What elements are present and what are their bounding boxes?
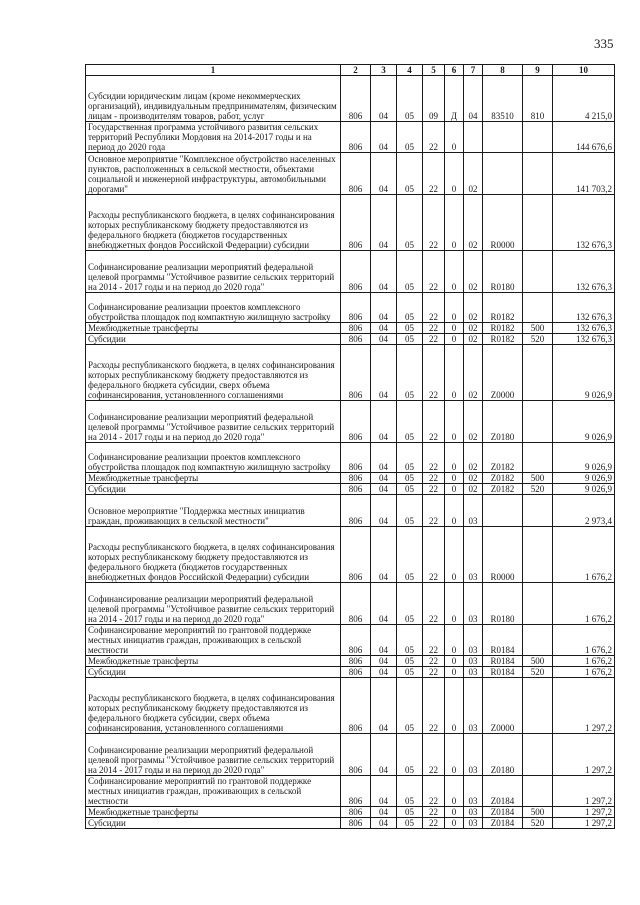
expense-type-code (523, 251, 553, 293)
table-row (86, 807, 615, 818)
table-row (86, 251, 615, 293)
table-row (86, 443, 615, 473)
target-article-code: Z0182 (483, 484, 523, 495)
section-code: 04 (371, 122, 397, 153)
target-article-code: R0180 (483, 251, 523, 293)
ministry-code: 806 (341, 153, 371, 195)
amount: 1 676,2 (553, 625, 615, 656)
subprogram-code: 0 (445, 484, 464, 495)
column-header: 1 (86, 65, 341, 76)
subsection-code: 05 (397, 473, 423, 484)
column-header: 5 (423, 65, 445, 76)
row-description: Основное мероприятие "Комплексное обустройство населенных пунктов, расположенных в сельской местности, объектами социальной и инженерной инфраструктуры, автомобильными дорогами" (86, 153, 341, 195)
table-row (86, 678, 615, 734)
section-code: 04 (371, 345, 397, 401)
amount: 1 676,2 (553, 656, 615, 667)
target-article-code: R0000 (483, 195, 523, 251)
amount: 1 297,2 (553, 678, 615, 734)
subsection-code: 05 (397, 656, 423, 667)
row-description: Расходы республиканского бюджета, в целях софинансирования которых республиканскому бюджету предоставляются из федерального бюджета субсидии, сверх объема софинансирования, установленного соглашениями (86, 345, 341, 401)
subprogram-code: 0 (445, 656, 464, 667)
amount: 1 676,2 (553, 667, 615, 678)
amount: 9 026,9 (553, 443, 615, 473)
subsection-code: 05 (397, 345, 423, 401)
expense-type-code: 520 (523, 818, 553, 829)
row-description: Межбюджетные трансферты (86, 323, 341, 334)
target-article-code: R0180 (483, 583, 523, 625)
row-description: Межбюджетные трансферты (86, 807, 341, 818)
subprogram-code: Д (445, 76, 464, 122)
column-header: 4 (397, 65, 423, 76)
table-row (86, 76, 615, 122)
target-article-code: Z0000 (483, 345, 523, 401)
table-row (86, 122, 615, 153)
column-header: 6 (445, 65, 464, 76)
subprogram-code: 0 (445, 667, 464, 678)
expense-type-code (523, 195, 553, 251)
program-code: 22 (423, 807, 445, 818)
amount: 2 973,4 (553, 495, 615, 527)
row-description: Софинансирование реализации мероприятий федеральной целевой программы "Устойчивое развитие сельских территорий на 2014 - 2017 годы и на период до 2020 года" (86, 401, 341, 443)
table-row (86, 293, 615, 323)
subprogram-code: 0 (445, 195, 464, 251)
amount: 9 026,9 (553, 345, 615, 401)
activity-code: 02 (464, 293, 483, 323)
ministry-code: 806 (341, 734, 371, 776)
table-row (86, 495, 615, 527)
ministry-code: 806 (341, 625, 371, 656)
activity-code: 03 (464, 776, 483, 807)
table-row (86, 818, 615, 829)
program-code: 22 (423, 153, 445, 195)
ministry-code: 806 (341, 656, 371, 667)
section-code: 04 (371, 667, 397, 678)
expense-type-code: 500 (523, 323, 553, 334)
subsection-code: 05 (397, 776, 423, 807)
subsection-code: 05 (397, 527, 423, 583)
expense-type-code (523, 625, 553, 656)
activity-code (464, 122, 483, 153)
program-code: 22 (423, 251, 445, 293)
subprogram-code: 0 (445, 495, 464, 527)
section-code: 04 (371, 583, 397, 625)
table-body (86, 76, 615, 829)
activity-code: 02 (464, 345, 483, 401)
subprogram-code: 0 (445, 334, 464, 345)
subsection-code: 05 (397, 667, 423, 678)
activity-code: 02 (464, 153, 483, 195)
ministry-code: 806 (341, 807, 371, 818)
program-code: 22 (423, 667, 445, 678)
target-article-code: R0182 (483, 334, 523, 345)
amount: 9 026,9 (553, 484, 615, 495)
row-description: Субсидии (86, 667, 341, 678)
subprogram-code: 0 (445, 122, 464, 153)
activity-code: 02 (464, 443, 483, 473)
row-description: Основное мероприятие "Поддержка местных инициатив граждан, проживающих в сельской местности" (86, 495, 341, 527)
activity-code: 04 (464, 76, 483, 122)
amount: 1 297,2 (553, 807, 615, 818)
subprogram-code: 0 (445, 473, 464, 484)
amount: 1 676,2 (553, 583, 615, 625)
target-article-code: R0182 (483, 323, 523, 334)
activity-code: 02 (464, 251, 483, 293)
table-row (86, 625, 615, 656)
program-code: 22 (423, 323, 445, 334)
row-description: Субсидии (86, 484, 341, 495)
expense-type-code (523, 776, 553, 807)
subprogram-code: 0 (445, 583, 464, 625)
row-description: Софинансирование реализации проектов комплексного обустройства площадок под компактную жилищную застройку (86, 293, 341, 323)
program-code: 22 (423, 656, 445, 667)
activity-code: 02 (464, 334, 483, 345)
subsection-code: 05 (397, 334, 423, 345)
subprogram-code: 0 (445, 153, 464, 195)
activity-code: 03 (464, 625, 483, 656)
amount: 9 026,9 (553, 401, 615, 443)
activity-code: 03 (464, 818, 483, 829)
subprogram-code: 0 (445, 401, 464, 443)
table-row (86, 734, 615, 776)
activity-code: 02 (464, 323, 483, 334)
activity-code: 02 (464, 195, 483, 251)
row-description: Субсидии (86, 818, 341, 829)
table-row (86, 153, 615, 195)
subprogram-code: 0 (445, 323, 464, 334)
row-description: Межбюджетные трансферты (86, 473, 341, 484)
row-description: Субсидии юридическим лицам (кроме некоммерческих организаций), индивидуальным предпринимателям, физическим лицам - производителям товаров, работ, услуг (86, 76, 341, 122)
amount: 141 703,2 (553, 153, 615, 195)
table-row (86, 345, 615, 401)
subsection-code: 05 (397, 818, 423, 829)
column-header: 7 (464, 65, 483, 76)
section-code: 04 (371, 76, 397, 122)
section-code: 04 (371, 776, 397, 807)
expense-type-code (523, 734, 553, 776)
ministry-code: 806 (341, 443, 371, 473)
subprogram-code: 0 (445, 776, 464, 807)
expense-type-code: 810 (523, 76, 553, 122)
ministry-code: 806 (341, 251, 371, 293)
target-article-code: Z0180 (483, 734, 523, 776)
activity-code: 03 (464, 678, 483, 734)
section-code: 04 (371, 443, 397, 473)
ministry-code: 806 (341, 527, 371, 583)
activity-code: 03 (464, 667, 483, 678)
subsection-code: 05 (397, 195, 423, 251)
target-article-code: R0000 (483, 527, 523, 583)
subsection-code: 05 (397, 76, 423, 122)
table-row (86, 656, 615, 667)
program-code: 22 (423, 401, 445, 443)
row-description: Расходы республиканского бюджета, в целях софинансирования которых республиканскому бюджету предоставляются из федерального бюджета (бюджетов государственных внебюджетных фондов Российской Федерации) субсидии (86, 527, 341, 583)
activity-code: 03 (464, 656, 483, 667)
subprogram-code: 0 (445, 251, 464, 293)
activity-code: 03 (464, 583, 483, 625)
row-description: Софинансирование реализации мероприятий федеральной целевой программы "Устойчивое развитие сельских территорий на 2014 - 2017 годы и на период до 2020 года" (86, 583, 341, 625)
program-code: 22 (423, 818, 445, 829)
expense-type-code: 500 (523, 656, 553, 667)
expense-type-code (523, 153, 553, 195)
expense-type-code (523, 122, 553, 153)
program-code: 22 (423, 195, 445, 251)
table-header-row (86, 65, 615, 76)
ministry-code: 806 (341, 122, 371, 153)
section-code: 04 (371, 195, 397, 251)
ministry-code: 806 (341, 76, 371, 122)
row-description: Межбюджетные трансферты (86, 656, 341, 667)
ministry-code: 806 (341, 334, 371, 345)
program-code: 22 (423, 678, 445, 734)
target-article-code: Z0182 (483, 443, 523, 473)
section-code: 04 (371, 323, 397, 334)
table-row (86, 323, 615, 334)
expense-type-code: 520 (523, 334, 553, 345)
table-row (86, 667, 615, 678)
expense-type-code (523, 401, 553, 443)
section-code: 04 (371, 527, 397, 583)
subsection-code: 05 (397, 734, 423, 776)
ministry-code: 806 (341, 495, 371, 527)
column-header: 9 (523, 65, 553, 76)
ministry-code: 806 (341, 473, 371, 484)
program-code: 22 (423, 495, 445, 527)
program-code: 22 (423, 484, 445, 495)
program-code: 09 (423, 76, 445, 122)
expense-type-code: 520 (523, 484, 553, 495)
amount: 1 297,2 (553, 818, 615, 829)
target-article-code (483, 153, 523, 195)
program-code: 22 (423, 293, 445, 323)
program-code: 22 (423, 334, 445, 345)
column-header: 2 (341, 65, 371, 76)
column-header: 3 (371, 65, 397, 76)
program-code: 22 (423, 473, 445, 484)
ministry-code: 806 (341, 583, 371, 625)
expense-type-code: 500 (523, 807, 553, 818)
target-article-code: Z0180 (483, 401, 523, 443)
amount: 132 676,3 (553, 334, 615, 345)
ministry-code: 806 (341, 323, 371, 334)
ministry-code: 806 (341, 678, 371, 734)
target-article-code: 83510 (483, 76, 523, 122)
section-code: 04 (371, 807, 397, 818)
ministry-code: 806 (341, 195, 371, 251)
subprogram-code: 0 (445, 527, 464, 583)
amount: 144 676,6 (553, 122, 615, 153)
row-description: Расходы республиканского бюджета, в целях софинансирования которых республиканскому бюджету предоставляются из федерального бюджета субсидии, сверх объема софинансирования, установленного соглашениями (86, 678, 341, 734)
activity-code: 03 (464, 807, 483, 818)
table-row (86, 473, 615, 484)
table-row (86, 583, 615, 625)
section-code: 04 (371, 495, 397, 527)
amount: 1 297,2 (553, 734, 615, 776)
budget-table (85, 64, 615, 829)
target-article-code: Z0184 (483, 818, 523, 829)
subsection-code: 05 (397, 401, 423, 443)
expense-type-code (523, 678, 553, 734)
amount: 132 676,3 (553, 251, 615, 293)
section-code: 04 (371, 818, 397, 829)
subsection-code: 05 (397, 625, 423, 656)
target-article-code: R0184 (483, 656, 523, 667)
amount: 132 676,3 (553, 195, 615, 251)
activity-code: 03 (464, 734, 483, 776)
program-code: 22 (423, 122, 445, 153)
target-article-code (483, 495, 523, 527)
section-code: 04 (371, 473, 397, 484)
section-code: 04 (371, 625, 397, 656)
row-description: Софинансирование мероприятий по грантовой поддержке местных инициатив граждан, проживающих в сельской местности (86, 776, 341, 807)
subsection-code: 05 (397, 807, 423, 818)
program-code: 22 (423, 527, 445, 583)
program-code: 22 (423, 734, 445, 776)
amount: 1 676,2 (553, 527, 615, 583)
subprogram-code: 0 (445, 345, 464, 401)
section-code: 04 (371, 484, 397, 495)
activity-code: 02 (464, 401, 483, 443)
row-description: Софинансирование реализации мероприятий федеральной целевой программы "Устойчивое развитие сельских территорий на 2014 - 2017 годы и на период до 2020 года" (86, 251, 341, 293)
target-article-code (483, 122, 523, 153)
program-code: 22 (423, 443, 445, 473)
section-code: 04 (371, 153, 397, 195)
program-code: 22 (423, 625, 445, 656)
expense-type-code (523, 495, 553, 527)
table-row (86, 401, 615, 443)
amount: 4 215,0 (553, 76, 615, 122)
row-description: Софинансирование реализации мероприятий федеральной целевой программы "Устойчивое развитие сельских территорий на 2014 - 2017 годы и на период до 2020 года" (86, 734, 341, 776)
subsection-code: 05 (397, 678, 423, 734)
subsection-code: 05 (397, 583, 423, 625)
column-header: 10 (553, 65, 615, 76)
subprogram-code: 0 (445, 807, 464, 818)
expense-type-code: 520 (523, 667, 553, 678)
target-article-code: R0184 (483, 667, 523, 678)
subsection-code: 05 (397, 251, 423, 293)
section-code: 04 (371, 656, 397, 667)
table-row (86, 484, 615, 495)
target-article-code: Z0182 (483, 473, 523, 484)
expense-type-code (523, 293, 553, 323)
program-code: 22 (423, 776, 445, 807)
table-row (86, 776, 615, 807)
section-code: 04 (371, 251, 397, 293)
section-code: 04 (371, 734, 397, 776)
subsection-code: 05 (397, 153, 423, 195)
subsection-code: 05 (397, 122, 423, 153)
activity-code: 02 (464, 473, 483, 484)
ministry-code: 806 (341, 345, 371, 401)
subprogram-code: 0 (445, 678, 464, 734)
row-description: Софинансирование реализации проектов комплексного обустройства площадок под компактную жилищную застройку (86, 443, 341, 473)
table-row (86, 195, 615, 251)
subprogram-code: 0 (445, 443, 464, 473)
ministry-code: 806 (341, 401, 371, 443)
subprogram-code: 0 (445, 625, 464, 656)
row-description: Государственная программа устойчивого развития сельских территорий Республики Мордовия на 2014-2017 годы и на период до 2020 года (86, 122, 341, 153)
ministry-code: 806 (341, 818, 371, 829)
expense-type-code (523, 527, 553, 583)
target-article-code: R0182 (483, 293, 523, 323)
section-code: 04 (371, 678, 397, 734)
target-article-code: Z0000 (483, 678, 523, 734)
expense-type-code (523, 345, 553, 401)
row-description: Софинансирование мероприятий по грантовой поддержке местных инициатив граждан, проживающих в сельской местности (86, 625, 341, 656)
expense-type-code: 500 (523, 473, 553, 484)
subprogram-code: 0 (445, 818, 464, 829)
page-number: 335 (594, 36, 614, 51)
column-header: 8 (483, 65, 523, 76)
amount: 1 297,2 (553, 776, 615, 807)
program-code: 22 (423, 345, 445, 401)
section-code: 04 (371, 401, 397, 443)
row-description: Субсидии (86, 334, 341, 345)
section-code: 04 (371, 334, 397, 345)
amount: 132 676,3 (553, 293, 615, 323)
target-article-code: R0184 (483, 625, 523, 656)
ministry-code: 806 (341, 667, 371, 678)
table-row (86, 527, 615, 583)
activity-code: 03 (464, 527, 483, 583)
amount: 132 676,3 (553, 323, 615, 334)
subprogram-code: 0 (445, 293, 464, 323)
row-description: Расходы республиканского бюджета, в целях софинансирования которых республиканскому бюджету предоставляются из федерального бюджета (бюджетов государственных внебюджетных фондов Российской Федерации) субсидии (86, 195, 341, 251)
subsection-code: 05 (397, 443, 423, 473)
target-article-code: Z0184 (483, 807, 523, 818)
subprogram-code: 0 (445, 734, 464, 776)
ministry-code: 806 (341, 776, 371, 807)
target-article-code: Z0184 (483, 776, 523, 807)
amount: 9 026,9 (553, 473, 615, 484)
subsection-code: 05 (397, 293, 423, 323)
expense-type-code (523, 583, 553, 625)
ministry-code: 806 (341, 293, 371, 323)
subsection-code: 05 (397, 323, 423, 334)
subsection-code: 05 (397, 484, 423, 495)
ministry-code: 806 (341, 484, 371, 495)
table-row (86, 334, 615, 345)
program-code: 22 (423, 583, 445, 625)
activity-code: 03 (464, 495, 483, 527)
expense-type-code (523, 443, 553, 473)
section-code: 04 (371, 293, 397, 323)
activity-code: 02 (464, 484, 483, 495)
subsection-code: 05 (397, 495, 423, 527)
